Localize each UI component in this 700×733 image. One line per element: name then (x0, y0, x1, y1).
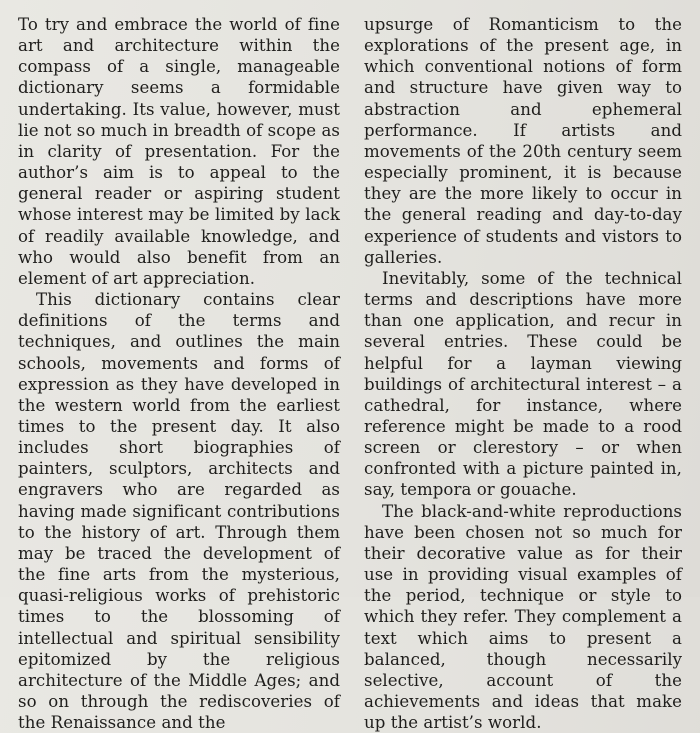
dictionary-contents-paragraph: This dictionary contains clear definitions of the terms and techniques, and outlines the main schools, movements and forms of expression as they have developed in the western world from the earliest times to the present day. It also includes short biographies of painters, sculptors, architects and engravers who are regarded as having made significant contributions to the history of art. Through them may be traced the development of the fine arts from the mysterious, quasi-religious works of prehistoric times to the blossoming of intellectual and spiritual sensibility epitomized by the religious architecture of the Middle Ages; and so on through the rediscoveries of the Renaissance and the (18, 290, 340, 733)
intro-paragraph: To try and embrace the world of fine art and architecture within the compass of a single, manageable dictionary seems a formidable undertaking. Its value, however, must lie not so much in breadth of scope as in clarity of presentation. For the author’s aim is to appeal to the general reader or aspiring student whose interest may be limited by lack of readily available knowledge, and who would also benefit from an element of art appreciation. (18, 15, 340, 288)
reproductions-paragraph: The black-and-white reproductions have been chosen not so much for their decorative value as for their use in providing visual examples of the period, technique or style to which they refer. They complement a text which aims to present a balanced, though necessarily selective, account of the achievements and ideas that make up the artist’s world. (364, 501, 682, 733)
continuation-paragraph: upsurge of Romanticism to the explorations of the present age, in which conventional notions of form and structure have given way to abstraction and ephemeral performance. If artists and movements of the 20th century seem especially prominent, it is because they are the more likely to occur in the general reading and day-to-day experience of students and vistors to galleries. (364, 15, 682, 267)
technical-terms-paragraph: Inevitably, some of the technical terms and descriptions have more than one application, and recur in several entries. These could be helpful for a layman viewing buildings of architectural interest – a cathedral, for instance, where reference might be made to a rood screen or clerestory – or when confronted with a picture painted in, say, tempora or gouache. (364, 268, 682, 500)
left-text-column (18, 14, 340, 733)
right-text-column (364, 14, 682, 733)
